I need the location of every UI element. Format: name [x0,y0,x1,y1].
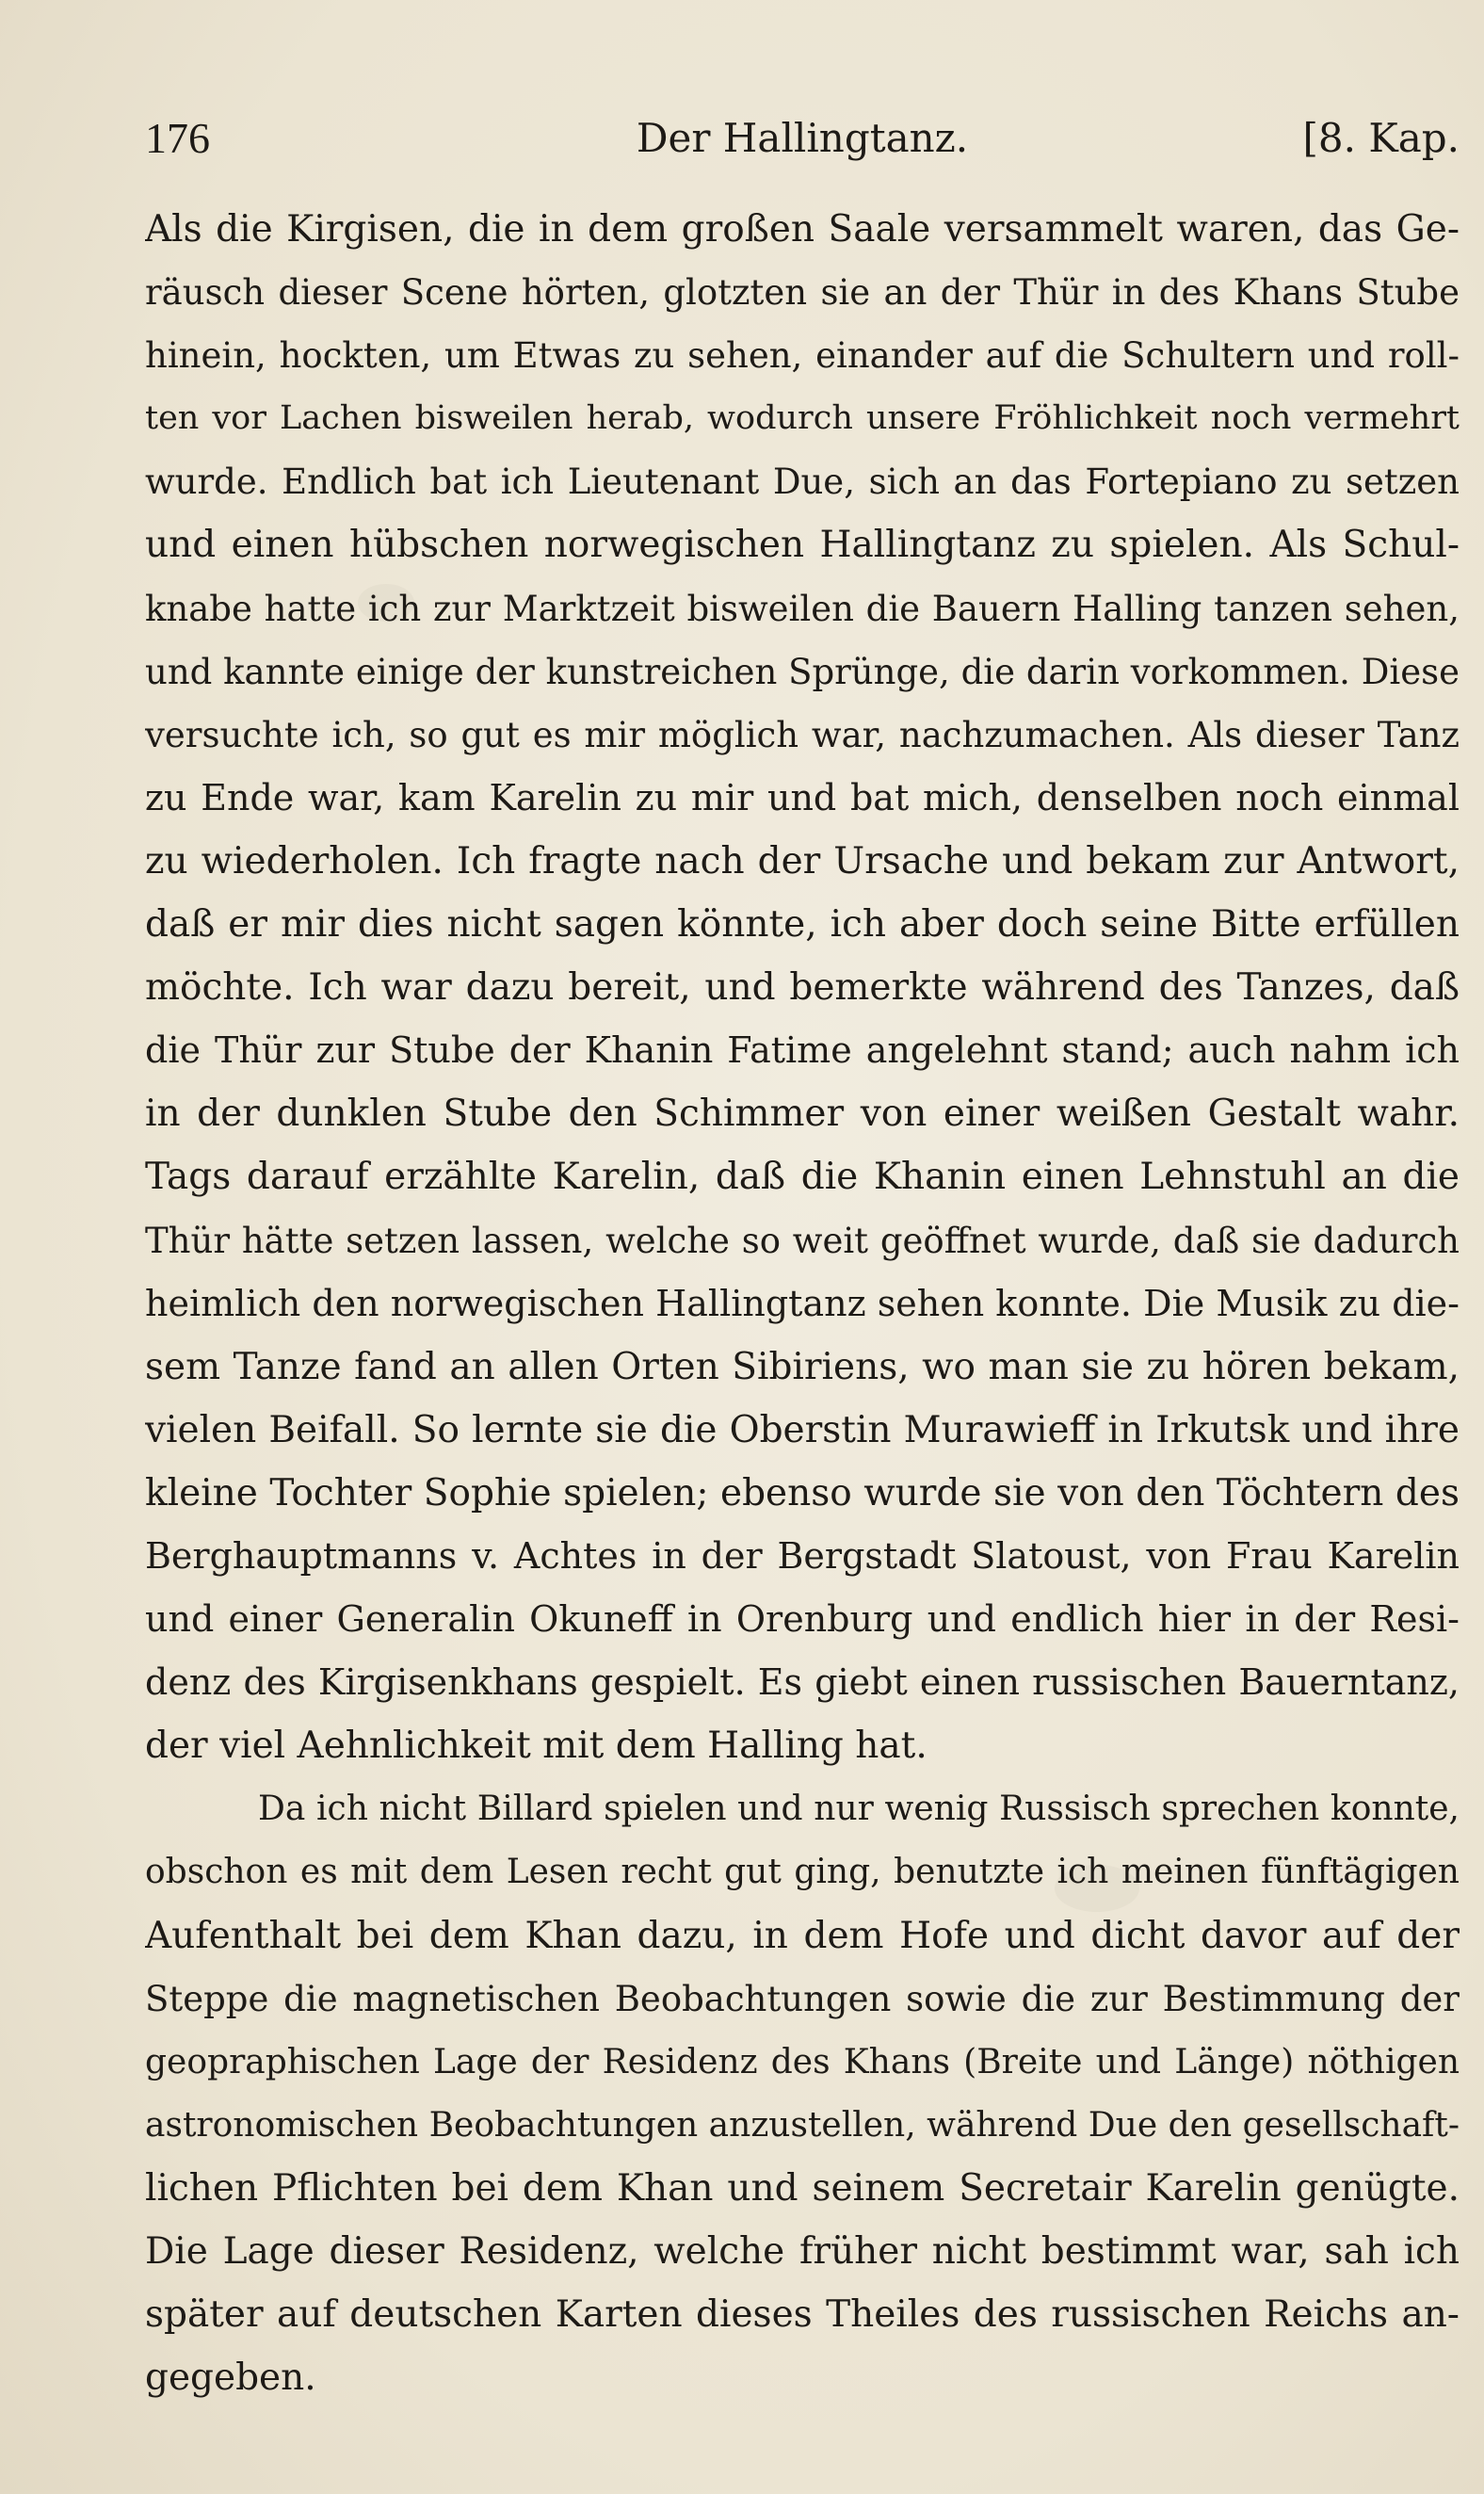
paragraph [145,1777,1460,2409]
text-line: knabe hatte ich zur Marktzeit bisweilen die Bauern Halling tanzen sehen, [145,588,1460,629]
page-number: 176 [145,114,210,162]
text-line: denz des Kirgisenkhans gespielt. Es giebt einen russischen Bauerntanz, [145,1661,1460,1704]
text-line: zu wiederholen. Ich fragte nach der Ursache und bekam zur Antwort, [145,839,1460,883]
text-line: astronomischen Beobachtungen anzustellen, während Due den gesellschaft- [145,2105,1460,2145]
body-text [145,198,1460,2409]
page-header [145,105,1460,171]
text-line: räusch dieser Scene hörten, glotzten sie an der Thür in des Khans Stube [145,272,1460,314]
text-line: zu Ende war, kam Karelin zu mir und bat mich, denselben noch einmal [145,776,1460,818]
text-line: Berghauptmanns v. Achtes in der Bergstadt Slatoust, von Frau Karelin [145,1534,1460,1577]
text-line: daß er mir dies nicht sagen könnte, ich aber doch seine Bitte erfüllen [145,903,1460,947]
text-line: und einen hübschen norwegischen Hallingtanz zu spielen. Als Schul- [145,524,1460,567]
text-line: vielen Beifall. So lernte sie die Oberstin Murawieff in Irkutsk und ihre [145,1408,1460,1451]
text-line: die Thür zur Stube der Khanin Fatime angelehnt stand; auch nahm ich [145,1029,1460,1072]
text-line: kleine Tochter Sophie spielen; ebenso wurde sie von den Töchtern des [145,1471,1460,1514]
text-line: sem Tanze fand an allen Orten Sibiriens, wo man sie zu hören bekam, [145,1345,1460,1388]
text-line: Aufenthalt bei dem Khan dazu, in dem Hofe und dicht davor auf der [145,1914,1460,1957]
text-line: später auf deutschen Karten dieses Theiles des russischen Reichs an- [145,2293,1460,2337]
text-line: Die Lage dieser Residenz, welche früher nicht bestimmt war, sah ich [145,2230,1460,2273]
text-line: hinein, hockten, um Etwas zu sehen, einander auf die Schultern und roll- [145,335,1460,377]
text-line: wurde. Endlich bat ich Lieutenant Due, sich an das Fortepiano zu setzen [145,462,1460,503]
text-line: Steppe die magnetischen Beobachtungen sowie die zur Bestimmung der [145,1978,1460,2019]
text-line: in der dunklen Stube den Schimmer von einer weißen Gestalt wahr. [145,1093,1460,1136]
text-line: lichen Pflichten bei dem Khan und seinem Secretair Karelin genügte. [145,2166,1460,2210]
running-title: Der Hallingtanz. [636,115,969,161]
text-line: heimlich den norwegischen Hallingtanz sehen konnte. Die Musik zu die- [145,1282,1460,1324]
text-line: gegeben. [145,2356,316,2400]
text-line: möchte. Ich war dazu bereit, und bemerkte während des Tanzes, daß [145,966,1460,1010]
text-line: obschon es mit dem Lesen recht gut ging, benutzte ich meinen fünftägigen [145,1853,1460,1892]
text-line: Thür hätte setzen lassen, welche so weit geöffnet wurde, daß sie dadurch [145,1220,1460,1261]
text-line: versuchte ich, so gut es mir möglich war, nachzumachen. Als dieser Tanz [145,714,1460,755]
text-line: Da ich nicht Billard spielen und nur wenig Russisch sprechen konnte, [258,1790,1460,1829]
text-line: und einer Generalin Okuneff in Orenburg und endlich hier in der Resi- [145,1598,1460,1641]
text-line: Als die Kirgisen, die in dem großen Saale versammelt waren, das Ge- [145,208,1460,251]
chapter-reference: [8. Kap. [1302,115,1460,161]
text-line: und kannte einige der kunstreichen Sprünge, die darin vorkommen. Diese [145,651,1460,692]
paragraph [145,198,1460,1777]
text-line: Tags darauf erzählte Karelin, daß die Khanin einen Lehnstuhl an die [145,1156,1460,1199]
text-line: der viel Aehnlichkeit mit dem Halling hat. [145,1725,928,1768]
text-line: geopraphischen Lage der Residenz des Khans (Breite und Länge) nöthigen [145,2042,1460,2081]
text-line: ten vor Lachen bisweilen herab, wodurch unsere Fröhlichkeit noch vermehrt [145,399,1460,438]
